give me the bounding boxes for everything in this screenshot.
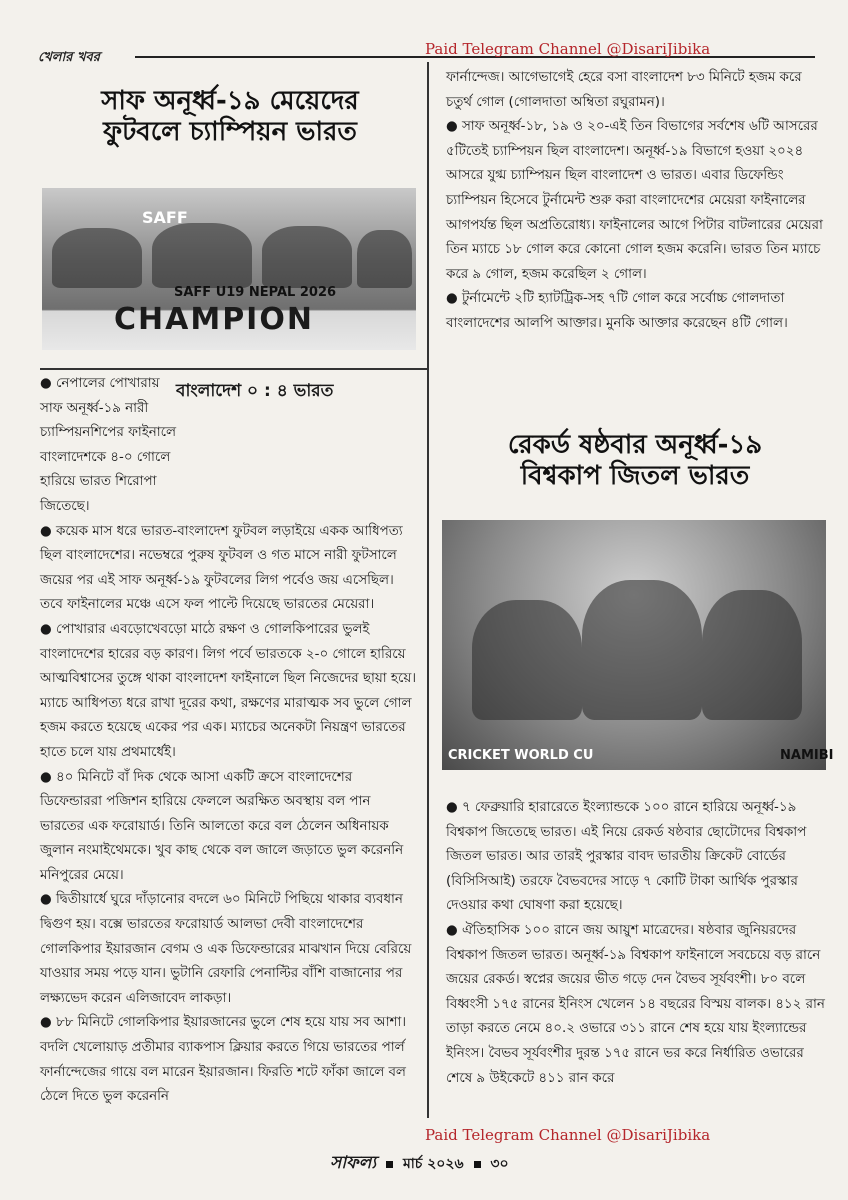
paragraph: ● পোখারার এবড়োখেবড়ো মাঠে রক্ষণ ও গোলকিপারের ভুলই বাংলাদেশের হারের বড় কারণ। লিগ পর্বে ভারতকে ২-০ গোলে হারিয়ে আত্মবিশ্বাসের তুঙ্গে থাকা বাংলাদেশ ফাইনালে ছিল নিজেদের ছায়া হয়ে। ম্যাচে আধিপত্য ধরে রাখা দূরের কথা, রক্ষণের মারাত্মক সব ভুলে গোল হজম করতে হয়েছে একের পর এক। ম্যাচের অনেকটা নিয়ন্ত্রণ ভারতের হাতে চলে যায় প্রথমার্ধেই। <box>40 618 418 766</box>
right-article-body <box>446 796 826 1091</box>
square-icon <box>386 1161 393 1168</box>
right-continuation <box>446 66 826 337</box>
photo-banner: SAFF <box>142 208 188 227</box>
paragraph: ● ৭ ফেব্রুয়ারি হারারেতে ইংল্যান্ডকে ১০০ রানে হারিয়ে অনূর্ধ্ব-১৯ বিশ্বকাপ জিতেছে ভারত। এই নিয়ে রেকর্ড ষষ্ঠবার ছোটোদের বিশ্বকাপ জিতল ভারত। আর তারই পুরস্কার বাবদ ভারতীয় ক্রিকেট বোর্ডের (বিসিসিআই) তরফে বৈভবদের সাড়ে ৭ কোটি টাকা আর্থিক পুরস্কার দেওয়ার কথা ঘোষণা করা হয়েছে। <box>446 796 826 919</box>
photo-caption-left: CRICKET WORLD CU <box>448 748 594 763</box>
photo-figure <box>582 580 702 720</box>
square-icon <box>474 1161 481 1168</box>
photo-figure <box>702 590 802 720</box>
photo-figure <box>152 223 252 288</box>
cricket-worldcup-photo <box>442 520 834 770</box>
column-divider <box>427 62 429 1118</box>
watermark-top: Paid Telegram Channel @DisariJibika <box>425 40 711 58</box>
saff-champion-photo <box>42 188 416 350</box>
paragraph: ● দ্বিতীয়ার্ধে ঘুরে দাঁড়ানোর বদলে ৬০ মিনিটে পিছিয়ে থাকার ব্যবধান দ্বিগুণ হয়। বক্সে ভারতের ফরোয়ার্ড আলভা দেবী বাংলাদেশের গোলকিপার ইয়ারজান বেগম ও এক ডিফেন্ডারের মাঝখান দিয়ে বেরিয়ে যাওয়ার সময় পড়ে যান। ভুটানি রেফারি পেনাল্টির বাঁশি বাজানোর পর লক্ষ্যভেদ করেন এলিজাবেদ লাকড়া। <box>40 888 418 1011</box>
left-headline-line2: ফুটবলে চ্যাম্পিয়ন ভারত <box>103 117 357 148</box>
footer-brand: সাফল্য <box>330 1153 377 1173</box>
paragraph: ● সাফ অনূর্ধ্ব-১৮, ১৯ ও ২০-এই তিন বিভাগের সর্বশেষ ৬টি আসরের ৫টিতেই চ্যাম্পিয়ন ছিল বাংলাদেশ। অনূর্ধ্ব-১৯ বিভাগে হওয়া ২০২৪ আসরে যুগ্ম চ্যাম্পিয়ন ছিল বাংলাদেশ ও ভারত। এবার ডিফেন্ডিং চ্যাম্পিয়ন হিসেবে টুর্নামেন্ট শুরু করা বাংলাদেশের মেয়েরা ফাইনালের আগপর্যন্ত ছিল অপ্রতিরোধ্য। ফাইনালের আগে পিটার বাটলারের মেয়েরা তিন ম্যাচে ১৮ গোল করে কোনো গোল হজম করেনি। ভারত তিন ম্যাচে করে ৯ গোল, হজম করেছিল ২ গোল। <box>446 115 826 287</box>
left-headline <box>40 86 420 148</box>
page-footer <box>330 1150 509 1178</box>
score-line: বাংলাদেশ ০ : ৪ ভারত <box>176 381 334 401</box>
paragraph: ● টুর্নামেন্টে ২টি হ্যাটট্রিক-সহ ৭টি গোল করে সর্বোচ্চ গোলদাতা বাংলাদেশের আলপি আক্তার। মুনকি আক্তার করেছেন ৪টি গোল। <box>446 287 826 336</box>
footer-page-number: ৩০ <box>490 1156 509 1172</box>
left-article-body <box>40 372 418 1110</box>
photo-figure <box>357 230 412 288</box>
paragraph: ● কয়েক মাস ধরে ভারত-বাংলাদেশ ফুটবল লড়াইয়ে একক আধিপত্য ছিল বাংলাদেশের। নভেম্বরে পুরুষ ফুটবল ও গত মাসে নারী ফুটসালে জয়ের পর এই সাফ অনূর্ধ্ব-১৯ ফুটবলের লিগ পর্বেও জয় এসেছিল। তবে ফাইনালের মঞ্চে এসে ফল পাল্টে দিয়েছে ভারতের মেয়েরা। <box>40 520 418 618</box>
right-headline <box>445 430 825 492</box>
right-headline-line1: রেকর্ড ষষ্ঠবার অনূর্ধ্ব-১৯ <box>507 430 763 460</box>
paragraph: ফার্নান্দেজ। আগেভাগেই হেরে বসা বাংলাদেশ ৮৩ মিনিটে হজম করে চতুর্থ গোল (গোলদাতা অম্বিতা রঘুরামন)। <box>446 70 802 110</box>
score-rule <box>40 368 428 370</box>
footer-date: মার্চ ২০২৬ <box>402 1156 464 1172</box>
paragraph: ● ঐতিহাসিক ১০০ রানে জয় আয়ুশ মাত্রেদের। ষষ্ঠবার জুনিয়রদের বিশ্বকাপ জিতল ভারত। অনূর্ধ্ব-১৯ বিশ্বকাপ ফাইনালে সবচেয়ে বড় রানে জয়ের রেকর্ড। স্বপ্নের জয়ের ভীত গড়ে দেন বৈভব সূর্যবংশী। ৮০ বলে বিধ্বংসী ১৭৫ রানের ইনিংস খেলেন ১৪ বছরের বিস্ময় বালক। ৪১২ রান তাড়া করতে নেমে ৪০.২ ওভারে ৩১১ রানে শেষ হয়ে যায় ইংল্যান্ডের ইনিংস। বৈভব সূর্যবংশীর দুরন্ত ১৭৫ রানে ভর করে নির্ধারিত ওভারের শেষে ৯ উইকেটে ৪১১ রান করে <box>446 919 826 1091</box>
photo-figure <box>262 226 352 288</box>
photo-caption: CHAMPION <box>114 302 314 337</box>
section-tag: খেলার খবর <box>38 50 100 65</box>
paragraph: ● ৮৮ মিনিটে গোলকিপার ইয়ারজানের ভুলে শেষ হয়ে যায় সব আশা। বদলি খেলোয়াড় প্রতীমার ব্যাকপাস ক্লিয়ার করতে গিয়ে ভারতের পার্ল ফার্নান্দেজের গায়ে বল মারেন ইয়ারজান। ফিরতি শটে ফাঁকা জালে বল ঠেলে দিতে ভুল করেননি <box>40 1011 418 1109</box>
photo-sub: SAFF U19 NEPAL 2026 <box>174 285 337 300</box>
paragraph: ● ৪০ মিনিটে বাঁ দিক থেকে আসা একটি ক্রসে বাংলাদেশের ডিফেন্ডাররা পজিশন হারিয়ে ফেললে অরক্ষিত অবস্থায় বল পান ভারতের এক ফরোয়ার্ড। তিনি আলতো করে বল ঠেলেন অধিনায়ক জুলান নংমাইথেমকে। খুব কাছ থেকে বল জালে জড়াতে ভুল করেননি মনিপুরের মেয়ে। <box>40 766 418 889</box>
photo-figure <box>472 600 582 720</box>
paragraph: ● নেপালের পোখারায় সাফ অনূর্ধ্ব-১৯ নারী চ্যাম্পিয়নশিপের ফাইনালে বাংলাদেশকে ৪-০ গোলে হারিয়ে ভারত শিরোপা জিতেছে। <box>40 372 418 520</box>
left-headline-line1: সাফ অনূর্ধ্ব-১৯ মেয়েদের <box>101 86 359 116</box>
photo-figure <box>52 228 142 288</box>
photo-caption-right: NAMIBI <box>780 748 834 763</box>
watermark-bottom: Paid Telegram Channel @DisariJibika <box>425 1126 711 1144</box>
right-headline-line2: বিশ্বকাপ জিতল ভারত <box>520 461 750 492</box>
